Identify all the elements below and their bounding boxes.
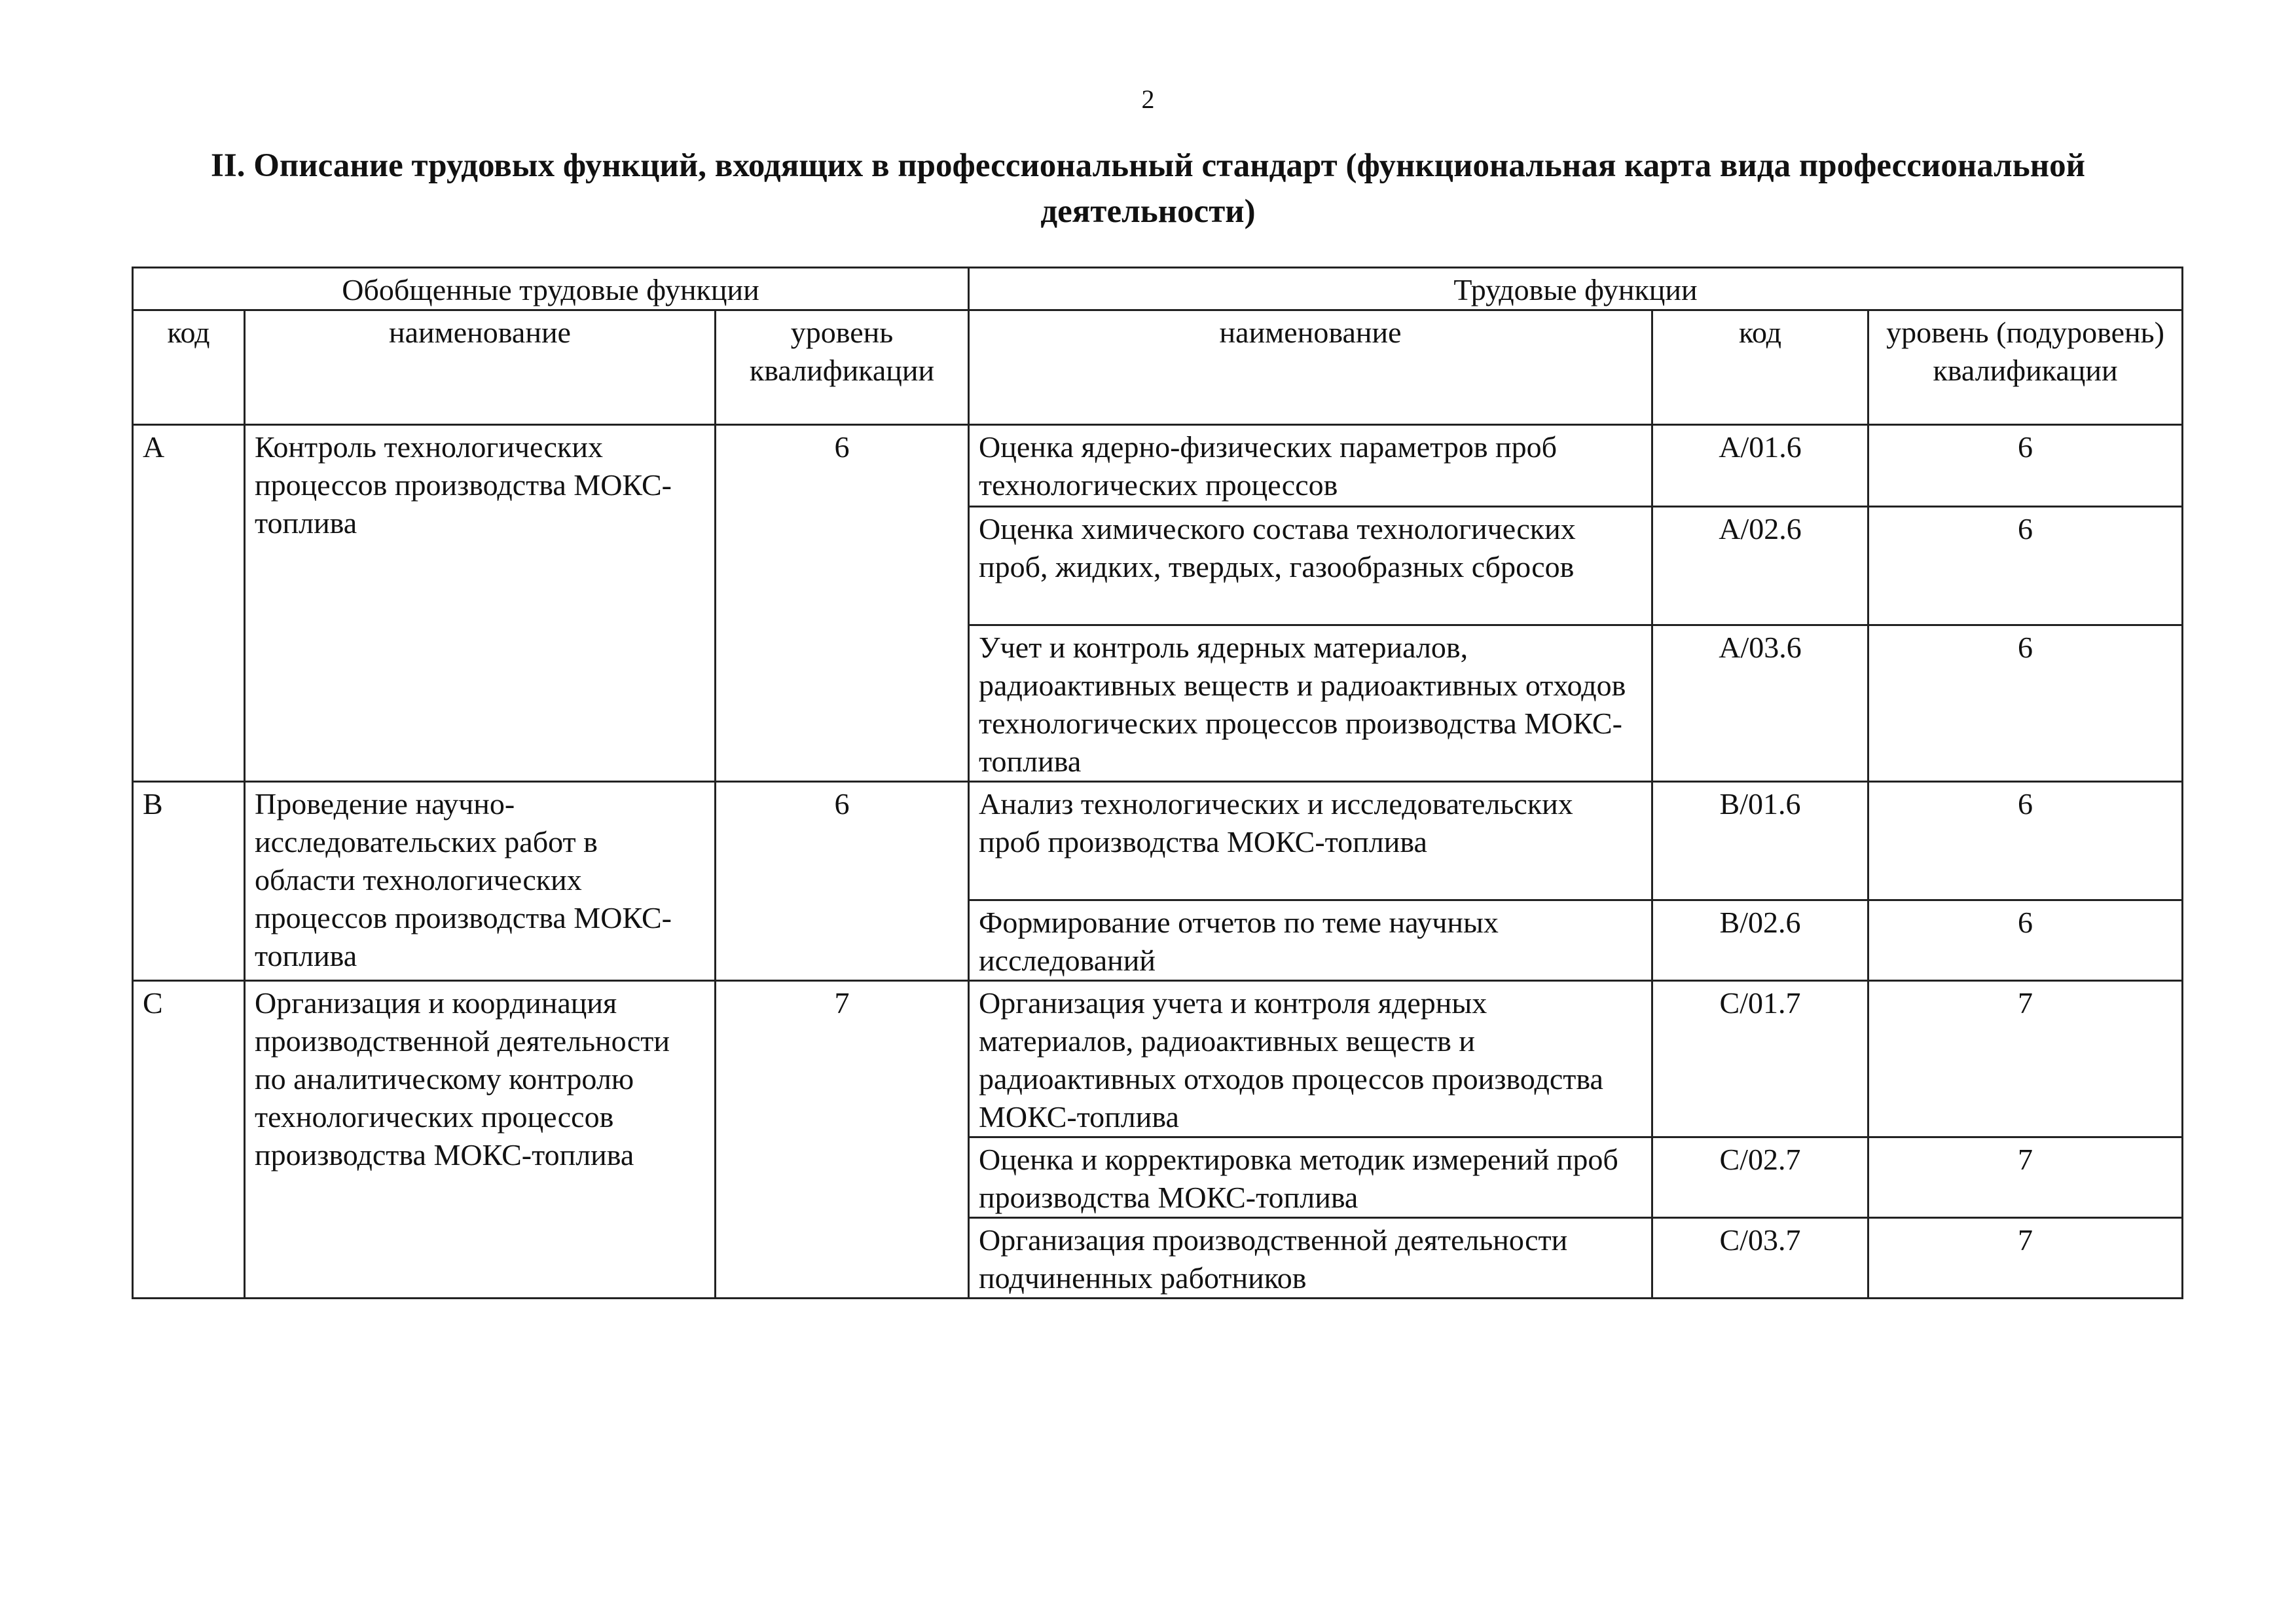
tf-code-cell: С/02.7 (1652, 1137, 1868, 1218)
page-number: 2 (1141, 84, 1155, 114)
tf-name-cell: Учет и контроль ядерных материалов, радиоактивных веществ и радиоактивных отходов технологических процессов производства МОКС-топлива (969, 625, 1652, 782)
tf-name-cell: Оценка и корректировка методик измерений проб производства МОКС-топлива (969, 1137, 1652, 1218)
tf-name-header: наименование (969, 310, 1652, 425)
tf-code-cell: А/01.6 (1652, 425, 1868, 507)
table-body (133, 425, 2183, 1299)
generalized-functions-header: Обобщенные трудовые функции (133, 268, 969, 310)
gtf-level-header: уровень квалификации (716, 310, 969, 425)
gtf-code-cell: А (133, 425, 245, 782)
tf-code-cell: С/01.7 (1652, 981, 1868, 1137)
tf-level-cell: 6 (1868, 625, 2183, 782)
tf-name-cell: Оценка ядерно-физических параметров проб технологических процессов (969, 425, 1652, 507)
tf-name-cell: Анализ технологических и исследовательских проб производства МОКС-топлива (969, 782, 1652, 900)
table-row (133, 425, 2183, 507)
gtf-name-header: наименование (245, 310, 716, 425)
tf-level-cell: 7 (1868, 1137, 2183, 1218)
tf-code-cell: А/02.6 (1652, 507, 1868, 625)
tf-name-cell: Организация учета и контроля ядерных материалов, радиоактивных веществ и радиоактивных отходов процессов производства МОКС-топлива (969, 981, 1652, 1137)
tf-level-cell: 7 (1868, 981, 2183, 1137)
gtf-code-cell: В (133, 782, 245, 981)
labor-functions-header: Трудовые функции (969, 268, 2183, 310)
table-row (133, 981, 2183, 1137)
gtf-code-header: код (133, 310, 245, 425)
table-header (133, 268, 2183, 425)
tf-code-cell: В/01.6 (1652, 782, 1868, 900)
section-title: II. Описание трудовых функций, входящих в профессиональный стандарт (функциональная карта вида профессиональной деятельности) (211, 147, 2085, 230)
gtf-name-cell: Контроль технологических процессов производства МОКС-топлива (245, 425, 716, 782)
gtf-level-cell: 6 (716, 425, 969, 782)
tf-code-cell: В/02.6 (1652, 900, 1868, 981)
tf-level-cell: 6 (1868, 425, 2183, 507)
tf-name-cell: Оценка химического состава технологических проб, жидких, твердых, газообразных сбросов (969, 507, 1652, 625)
tf-name-cell: Формирование отчетов по теме научных исследований (969, 900, 1652, 981)
gtf-level-cell: 7 (716, 981, 969, 1299)
gtf-level-cell: 6 (716, 782, 969, 981)
tf-level-header: уровень (подуровень) квалификации (1868, 310, 2183, 425)
tf-code-cell: С/03.7 (1652, 1218, 1868, 1299)
gtf-name-cell: Организация и координация производственной деятельности по аналитическому контролю технологических процессов производства МОКС-топлива (245, 981, 716, 1299)
tf-level-cell: 7 (1868, 1218, 2183, 1299)
tf-code-header: код (1652, 310, 1868, 425)
tf-level-cell: 6 (1868, 900, 2183, 981)
tf-code-cell: А/03.6 (1652, 625, 1868, 782)
functional-map-table (132, 267, 2183, 1299)
group-header-row (133, 268, 2183, 310)
table-row (133, 782, 2183, 900)
tf-level-cell: 6 (1868, 507, 2183, 625)
gtf-code-cell: С (133, 981, 245, 1299)
gtf-name-cell: Проведение научно-исследовательских работ в области технологических процессов производства МОКС-топлива (245, 782, 716, 981)
tf-level-cell: 6 (1868, 782, 2183, 900)
column-header-row (133, 310, 2183, 425)
tf-name-cell: Организация производственной деятельности подчиненных работников (969, 1218, 1652, 1299)
